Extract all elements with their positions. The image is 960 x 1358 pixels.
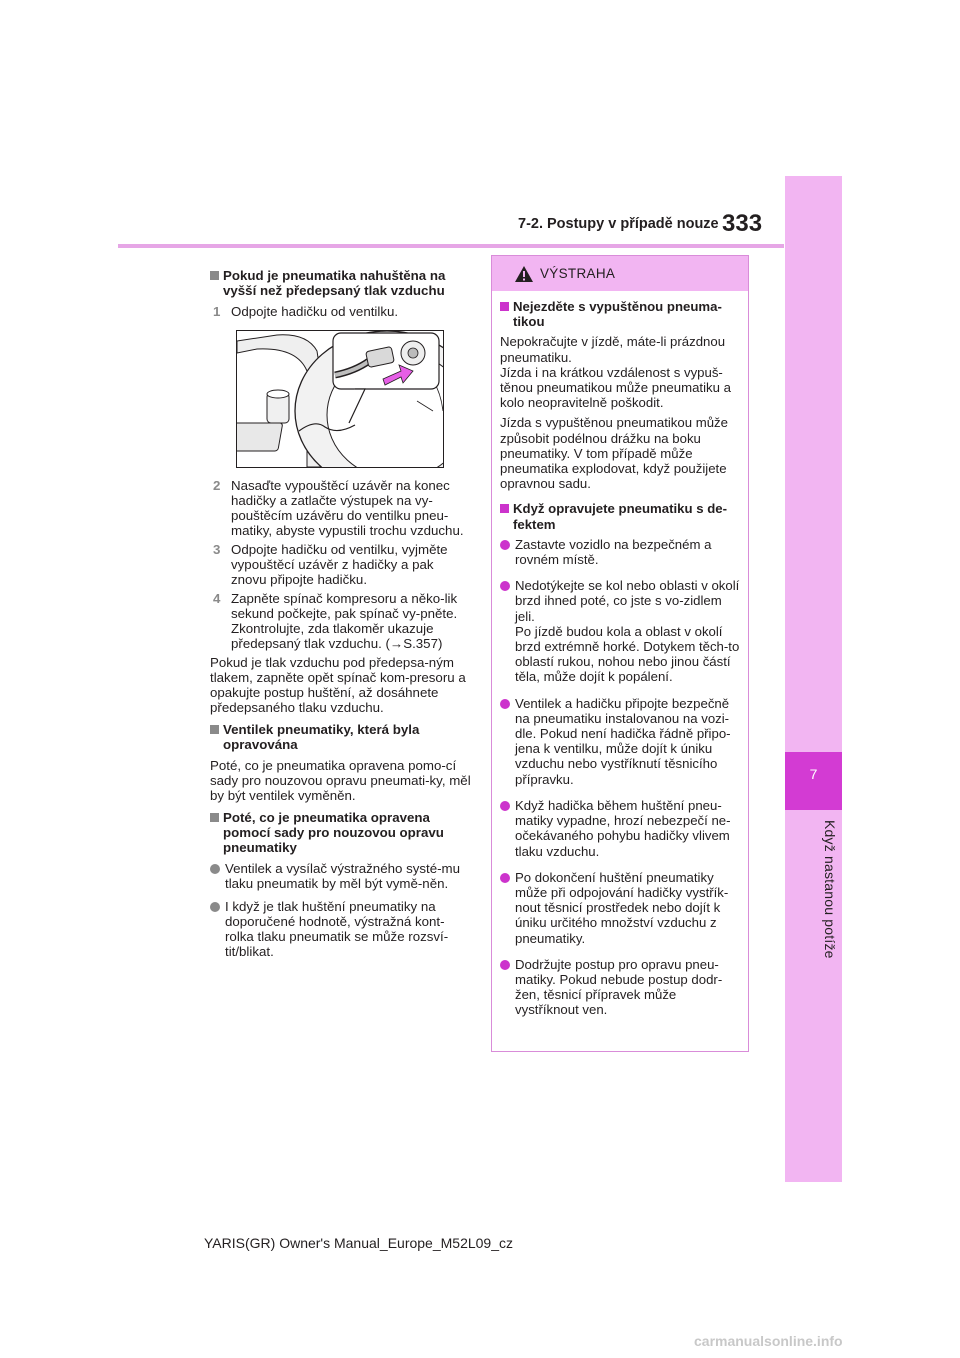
warning-para-2: Jízda s vypuštěnou pneumatikou může způsobit podélnou drážku na boku pneumatiky. V tom případě může pneumatika explodovat, když použijete opravnou sadu.	[500, 415, 728, 492]
header-rule	[118, 244, 784, 248]
round-bullet-icon	[210, 902, 220, 912]
footer-manual-id: YARIS(GR) Owner's Manual_Europe_M52L09_cz	[204, 1235, 513, 1251]
warning-para-1a: Nepokračujte v jízdě, máte-li prázdnou pneumatiku.	[500, 334, 726, 365]
square-bullet-icon	[210, 271, 219, 280]
warning-box	[491, 255, 749, 1052]
square-bullet-icon	[500, 302, 509, 311]
warning-header	[492, 256, 748, 291]
round-bullet-icon	[500, 960, 510, 970]
warning-bullet-1: Zastavte vozidlo na bezpečném a rovném místě.	[500, 537, 742, 567]
warning-title: VÝSTRAHA	[540, 266, 616, 281]
compressor-valve-illustration	[236, 330, 444, 468]
chapter-number: 7	[809, 766, 818, 782]
step-2: 2 Nasaďte vypouštěcí uzávěr na konec hadičky a zatlačte výstupek na vy-pouštěcím uzávěru do ventilku pneu-matiky, abyste vypustili trochu vzduchu.	[213, 478, 464, 538]
warning-body	[492, 291, 748, 1018]
step-3: 3 Odpojte hadičku od ventilku, vyjměte vypouštěcí uzávěr z hadičky a pak znovu připojte hadičku.	[213, 542, 448, 587]
heading-valve: Ventilek pneumatiky, která byla opravována	[210, 722, 472, 752]
section-title: 7-2. Postupy v případě nouze	[518, 216, 719, 232]
square-bullet-icon	[500, 504, 509, 513]
round-bullet-icon	[210, 864, 220, 874]
square-bullet-icon	[210, 725, 219, 734]
warning-triangle-icon	[514, 265, 534, 283]
warning-para-1b: Jízda i na krátkou vzdálenost s vypuš-těnou pneumatikou může pneumatiku a kolo neopravitelně poškodit.	[500, 364, 731, 411]
warning-bullet-6: Dodržujte postup pro opravu pneu-matiky. Pokud nebude postup dodr-žen, těsnicí přípravek může vystříknout ven.	[500, 957, 742, 1018]
paragraph-valve: Poté, co je pneumatika opravena pomo-cí sady pro nouzovou opravu pneumati-ky, měl by být ventilek vyměněn.	[210, 758, 471, 803]
round-bullet-icon	[500, 873, 510, 883]
bullet-warning-light: I když je tlak huštění pneumatiky na doporučené hodnotě, výstražná kont-rolka tlaku pneumatik se může rozsví-tit/blikat.	[210, 899, 472, 959]
tire-repair-illustration-icon	[237, 331, 443, 467]
square-bullet-icon	[210, 813, 219, 822]
round-bullet-icon	[500, 801, 510, 811]
chapter-label: Když nastanou potíže	[822, 820, 838, 959]
step-1: 1 Odpojte hadičku od ventilku.	[213, 304, 399, 319]
round-bullet-icon	[500, 540, 510, 550]
warning-heading-repair: Když opravujete pneumatiku s de-fektem	[500, 501, 742, 531]
round-bullet-icon	[500, 699, 510, 709]
paragraph-underinflated: Pokud je tlak vzduchu pod předepsa-ným tlakem, zapněte opět spínač kom-presoru a opakujte postup huštění, až dosáhnete předepsaného tlaku vzduchu.	[210, 655, 466, 715]
warning-bullet-2: Nedotýkejte se kol nebo oblasti v okolí brzd ihned poté, co jste s vo-zidlem jeli. Po jízdě budou kola a oblast v okolí brzd extrémně horké. Dotykem těch-to oblastí rukou, nohou nebo jinou částí těla, může dojít k popálení.	[500, 578, 742, 684]
heading-overinflated: Pokud je pneumatika nahuštěna na vyšší než předepsaný tlak vzduchu	[210, 268, 472, 298]
heading-after-repair: Poté, co je pneumatika opravena pomocí sady pro nouzovou opravu pneumatiky	[210, 810, 472, 855]
warning-bullet-3: Ventilek a hadičku připojte bezpečně na pneumatiku instalovanou na vozi-dle. Pokud není hadička řádně připo-jena k ventilku, může dojít k úniku vzduchu nebo vystříknutí těsnicího přípravku.	[500, 696, 742, 787]
page-number: 333	[722, 210, 763, 237]
round-bullet-icon	[500, 581, 510, 591]
step-4: 4 Zapněte spínač kompresoru a něko-lik sekund počkejte, pak spínač vy-pněte. Zkontrolujte, zda tlakoměr ukazuje předepsaný tlak vzduchu. (→S.357)	[213, 591, 458, 651]
warning-heading-flat: Nejezděte s vypuštěnou pneuma-tikou	[500, 299, 742, 329]
warning-bullet-5: Po dokončení huštění pneumatiky může při odpojování hadičky vystřík-nout těsnicí prostředek nebo dojít k úniku určitého množství vzduchu z pneumatiky.	[500, 870, 742, 946]
left-column	[210, 268, 472, 967]
chapter-side-tab	[785, 176, 842, 1182]
warning-bullet-4: Když hadička během huštění pneu-matiky vypadne, hrozí nebezpečí ne-očekávaného pohybu hadičky vlivem tlaku vzduchu.	[500, 798, 742, 859]
bullet-replace-valve: Ventilek a vysílač výstražného systé-mu tlaku pneumatik by měl být vymě-něn.	[210, 861, 472, 891]
watermark: carmanualsonline.info	[694, 1333, 843, 1349]
